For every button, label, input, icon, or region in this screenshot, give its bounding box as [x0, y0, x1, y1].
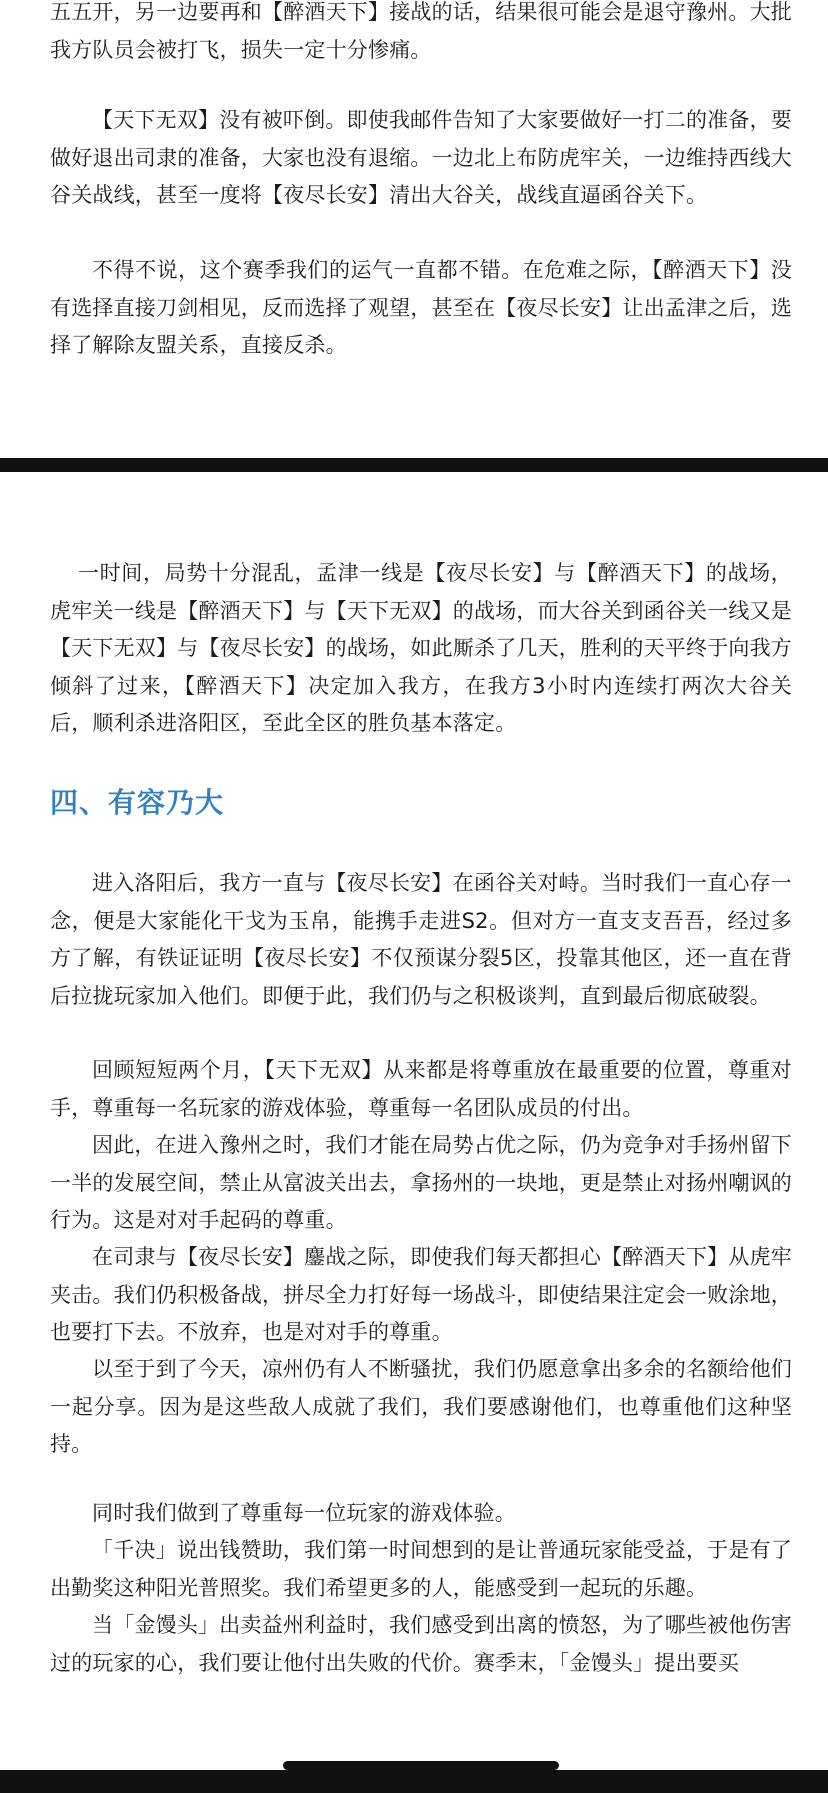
- paragraph-text: 五五开，另一边要再和【醉酒天下】接战的话，结果很可能会是退守豫州。大批我方队员会被打飞，损失一定十分惨痛。: [50, 0, 792, 62]
- paragraph-no-fear: [50, 102, 792, 215]
- paragraph-jinmantou: [50, 1607, 792, 1682]
- top-paragraph-fragment: [50, 0, 792, 69]
- paragraph-text: 「千决」说出钱赞助，我们第一时间想到的是让普通玩家能受益，于是有了出勤奖这种阳光普照奖。我们希望更多的人，能感受到一起玩的乐趣。: [50, 1538, 792, 1600]
- paragraph-luoyang: [50, 865, 792, 1015]
- paragraph-text: 进入洛阳后，我方一直与【夜尽长安】在函谷关对峙。当时我们一直心存一念，便是大家能化干戈为玉帛，能携手走进S2。但对方一直支支吾吾，经过多方了解，有铁证证明【夜尽长安】不仅预谋分裂5区，投靠其他区，还一直在背后拉拢玩家加入他们。即便于此，我们仍与之积极谈判，直到最后彻底破裂。: [50, 871, 792, 1008]
- paragraph-text: 不得不说，这个赛季我们的运气一直都不错。在危难之际，【醉酒天下】没有选择直接刀剑相见，反而选择了观望，甚至在【夜尽长安】让出孟津之后，选择了解除友盟关系，直接反杀。: [50, 258, 792, 357]
- paragraph-text: 回顾短短两个月，【天下无双】从来都是将尊重放在最重要的位置，尊重对手，尊重每一名玩家的游戏体验，尊重每一名团队成员的付出。: [50, 1058, 792, 1120]
- paragraph-text: 在司隶与【夜尽长安】鏖战之际，即使我们每天都担心【醉酒天下】从虎牢夹击。我们仍积极备战，拼尽全力打好每一场战斗，即使结果注定会一败涂地，也要打下去。不放弃，也是对对手的尊重。: [50, 1245, 792, 1344]
- paragraph-players: [50, 1495, 792, 1533]
- paragraph-text: 一时间，局势十分混乱，孟津一线是【夜尽长安】与【醉酒天下】的战场，虎牢关一线是【醉酒天下】与【天下无双】的战场，而大谷关到函谷关一线又是【天下无双】与【夜尽长安】的战场，如此厮杀了几天，胜利的天平终于向我方倾斜了过来，【醉酒天下】决定加入我方，在我方3小时内连续打两次大谷关后，顺利杀进洛阳区，至此全区的胜负基本落定。: [50, 561, 792, 735]
- paragraph-sili: [50, 1239, 792, 1352]
- paragraph-text: 以至于到了今天，凉州仍有人不断骚扰，我们仍愿意拿出多余的名额给他们一起分享。因为是这些敌人成就了我们，我们要感谢他们，也尊重他们这种坚持。: [50, 1357, 792, 1456]
- paragraph-text: 【天下无双】没有被吓倒。即使我邮件告知了大家要做好一打二的准备，要做好退出司隶的准备，大家也没有退缩。一边北上布防虎牢关，一边维持西线大谷关战线，甚至一度将【夜尽长安】清出大谷关，战线直逼函谷关下。: [50, 108, 792, 207]
- paragraph-text: 同时我们做到了尊重每一位玩家的游戏体验。: [92, 1501, 516, 1525]
- bottom-bar: [0, 1770, 828, 1793]
- paragraph-chaos: [50, 555, 792, 743]
- paragraph-yuzhou: [50, 1127, 792, 1240]
- paragraph-text: 当「金馒头」出卖益州利益时，我们感受到出离的愤怒，为了哪些被他伤害过的玩家的心，我们要让他付出失败的代价。赛季末，「金馒头」提出要买: [50, 1613, 792, 1675]
- section-heading: 四、有容乃大: [50, 786, 225, 819]
- paragraph-luck: [50, 252, 792, 365]
- paragraph-text: 因此，在进入豫州之时，我们才能在局势占优之际，仍为竞争对手扬州留下一半的发展空间，禁止从富波关出去，拿扬州的一块地，更是禁止对扬州嘲讽的行为。这是对对手起码的尊重。: [50, 1133, 792, 1232]
- home-indicator[interactable]: [283, 1761, 559, 1770]
- section-divider: [0, 458, 828, 472]
- paragraph-qianjue: [50, 1532, 792, 1607]
- paragraph-review: [50, 1052, 792, 1127]
- paragraph-liangzhou: [50, 1351, 792, 1464]
